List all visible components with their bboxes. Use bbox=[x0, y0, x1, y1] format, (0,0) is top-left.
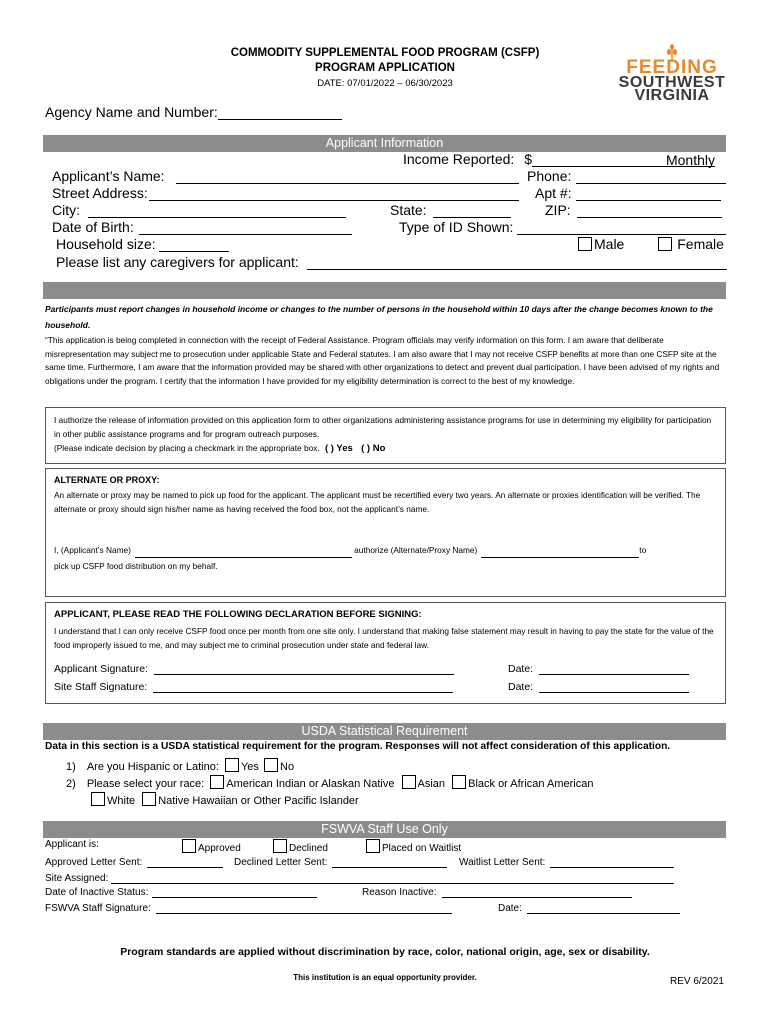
female-label: Female bbox=[677, 236, 724, 252]
approved-label: Approved bbox=[198, 843, 241, 854]
proxy-title: ALTERNATE OR PROXY: bbox=[54, 475, 160, 485]
usda-intro: Data in this section is a USDA statistical requirement for the program. Responses will not affect consideration of this application. bbox=[45, 741, 671, 752]
waitlist-letter-field bbox=[459, 856, 674, 868]
applicant-date-label: Date: bbox=[508, 663, 534, 675]
race-black-checkbox[interactable] bbox=[452, 775, 466, 789]
id-label: Type of ID Shown: bbox=[399, 219, 514, 235]
name-input[interactable] bbox=[176, 169, 519, 184]
authorize-yes[interactable]: ( ) Yes bbox=[324, 443, 353, 454]
staff-date-input[interactable] bbox=[539, 681, 689, 693]
reason-field bbox=[362, 886, 632, 898]
site-label: Site Assigned: bbox=[45, 873, 109, 884]
equal-opportunity-statement: This institution is an equal opportunity provider. bbox=[293, 973, 477, 982]
caregivers-label: Please list any caregivers for applicant: bbox=[56, 254, 299, 270]
usda-q2 bbox=[66, 775, 593, 790]
phone-field bbox=[527, 168, 726, 184]
authorize-choice bbox=[54, 442, 385, 456]
applicant-signature-input[interactable] bbox=[154, 663, 454, 675]
applicant-signature-label: Applicant Signature: bbox=[54, 663, 148, 675]
city-input[interactable] bbox=[88, 203, 346, 218]
authorize-box bbox=[45, 407, 726, 464]
proxy-alternate-label: authorize (Alternate/Proxy Name) bbox=[354, 545, 478, 555]
statement-text: “This application is being completed in connection with the receipt of Federal Assistance. Program officials may verify information on this form. I am aware that deliberate misrepresentation may subject me to prosecution under applicable State and Federal statutes. I am also aware that I may not receive CSFP benefits at more than one CSFP site at the same time. Furthermore, I am aware that the information provided may be shared with other organizations to detect and prevent dual participation. I have been advised of my rights and obligations under the program. I certify that the information I have provided for my eligibility determination is correct to the best of my knowledge. bbox=[45, 335, 720, 386]
household-label: Household size: bbox=[56, 236, 156, 252]
approved-checkbox[interactable] bbox=[182, 839, 196, 853]
agency-label: Agency Name and Number: bbox=[45, 104, 218, 120]
caregivers-input[interactable] bbox=[307, 255, 727, 270]
income-input[interactable] bbox=[532, 152, 715, 167]
statement-section-header bbox=[43, 282, 726, 299]
race-asian-checkbox[interactable] bbox=[402, 775, 416, 789]
income-label: Income Reported: bbox=[403, 151, 515, 167]
household-input[interactable] bbox=[159, 237, 229, 252]
authorize-text: I authorize the release of information provided on this application form to other organizations administering assistance programs for use in determining my eligibility for participation in other public assistance programs and for program outreach purposes. bbox=[54, 415, 712, 439]
proxy-to: to bbox=[639, 545, 647, 555]
q2-number: 2) bbox=[66, 778, 76, 790]
declined-letter-input[interactable] bbox=[332, 856, 447, 868]
form-date: DATE: 07/01/2022 – 06/30/2023 bbox=[317, 78, 453, 89]
state-label: State: bbox=[390, 202, 427, 218]
logo-feeding: FEEDING bbox=[626, 57, 718, 78]
nondiscrimination-statement: Program standards are applied without discrimination by race, color, national origin, age, sex or disability. bbox=[120, 946, 650, 958]
declaration-text: I understand that I can only receive CSFP food once per month from one site only. I understand that making false statement may result in having to pay the state for the value of the food improperly issued to me, and may subject me to criminal prosecution under state and federal law. bbox=[54, 626, 714, 650]
q1-label: Are you Hispanic or Latino: bbox=[86, 761, 219, 773]
hispanic-yes-label: Yes bbox=[240, 761, 259, 773]
street-input[interactable] bbox=[149, 186, 519, 201]
notice-text: Participants must report changes in household income or changes to the number of persons in the household within 10 days after the change becomes known to the household. bbox=[45, 304, 713, 330]
state-field bbox=[390, 202, 511, 218]
q2-label: Please select your race: bbox=[86, 778, 205, 790]
logo-virginia: VIRGINIA bbox=[634, 87, 710, 104]
declined-label: Declined bbox=[289, 843, 328, 854]
race-white-label: White bbox=[107, 795, 136, 807]
staff-date-field bbox=[508, 681, 689, 693]
proxy-line bbox=[54, 544, 646, 558]
staff-signature-field bbox=[54, 681, 453, 693]
fswva-date-field bbox=[498, 902, 680, 914]
applicant-date-field bbox=[508, 663, 689, 675]
zip-label: ZIP: bbox=[545, 202, 571, 218]
street-label: Street Address: bbox=[52, 185, 148, 201]
declaration-box bbox=[45, 602, 726, 704]
dob-field bbox=[52, 219, 352, 235]
revision-label: REV 6/2021 bbox=[670, 976, 724, 987]
waitlist-letter-label: Waitlist Letter Sent: bbox=[459, 857, 546, 868]
waitlist-checkbox[interactable] bbox=[366, 839, 380, 853]
declined-checkbox[interactable] bbox=[273, 839, 287, 853]
phone-label: Phone: bbox=[527, 168, 572, 184]
zip-input[interactable] bbox=[577, 203, 722, 218]
fswva-signature-field bbox=[45, 902, 452, 914]
usda-q1 bbox=[66, 758, 294, 773]
male-checkbox[interactable] bbox=[578, 237, 592, 251]
city-label: City: bbox=[52, 202, 80, 218]
apt-label: Apt #: bbox=[535, 185, 572, 201]
reason-label: Reason Inactive: bbox=[362, 887, 437, 898]
income-period: Monthly bbox=[665, 152, 715, 168]
hispanic-yes-checkbox[interactable] bbox=[225, 758, 239, 772]
male-label: Male bbox=[594, 236, 625, 252]
gender-options bbox=[578, 236, 724, 252]
proxy-alternate-input[interactable] bbox=[481, 548, 639, 558]
waitlist-label: Placed on Waitlist bbox=[382, 843, 462, 854]
staff-date-label: Date: bbox=[508, 681, 534, 693]
declaration-title: APPLICANT, PLEASE READ THE FOLLOWING DECLARATION BEFORE SIGNING: bbox=[54, 609, 422, 620]
race-white-checkbox[interactable] bbox=[91, 792, 105, 806]
applicant-signature-field bbox=[54, 663, 454, 675]
apt-field bbox=[535, 185, 721, 201]
id-field bbox=[399, 219, 726, 235]
race-asian-label: Asian bbox=[417, 778, 446, 790]
staff-signature-input[interactable] bbox=[153, 681, 453, 693]
form-subtitle: PROGRAM APPLICATION bbox=[315, 62, 455, 74]
waitlist-letter-input[interactable] bbox=[550, 856, 674, 868]
declined-option bbox=[273, 839, 328, 854]
reason-input[interactable] bbox=[442, 886, 632, 898]
declined-letter-field bbox=[234, 856, 447, 868]
staff-section-header: FSWVA Staff Use Only bbox=[43, 821, 726, 838]
form-header bbox=[140, 46, 630, 91]
logo bbox=[612, 44, 732, 104]
applicant-section-header: Applicant Information bbox=[43, 135, 726, 152]
proxy-applicant-label: I, (Applicant’s Name) bbox=[54, 545, 131, 555]
name-field bbox=[52, 168, 519, 184]
site-field bbox=[45, 872, 674, 884]
race-black-label: Black or African American bbox=[468, 778, 594, 790]
inactive-date-label: Date of Inactive Status: bbox=[45, 887, 149, 898]
name-label: Applicant’s Name: bbox=[52, 168, 165, 184]
staff-signature-label: Site Staff Signature: bbox=[54, 681, 148, 693]
approved-letter-field bbox=[45, 856, 223, 868]
approved-option bbox=[182, 839, 241, 854]
agency-field bbox=[45, 104, 342, 120]
dob-label: Date of Birth: bbox=[52, 219, 134, 235]
id-input[interactable] bbox=[517, 220, 726, 235]
income-field bbox=[403, 151, 715, 167]
logo-southwest: SOUTHWEST bbox=[618, 74, 726, 91]
inactive-date-field bbox=[45, 886, 317, 898]
phone-input[interactable] bbox=[576, 169, 726, 184]
approved-letter-input[interactable] bbox=[147, 856, 223, 868]
fswva-signature-label: FSWVA Staff Signature: bbox=[45, 903, 151, 914]
race-american-indian-checkbox[interactable] bbox=[210, 775, 224, 789]
state-input[interactable] bbox=[433, 203, 511, 218]
agency-input[interactable] bbox=[218, 105, 342, 120]
form-title: COMMODITY SUPPLEMENTAL FOOD PROGRAM (CSFP) bbox=[230, 47, 540, 59]
city-field bbox=[52, 202, 346, 218]
usda-q2-line2 bbox=[91, 792, 359, 807]
applicant-date-input[interactable] bbox=[539, 663, 689, 675]
dob-input[interactable] bbox=[139, 220, 352, 235]
hispanic-no-checkbox[interactable] bbox=[264, 758, 278, 772]
waitlist-option bbox=[366, 839, 461, 854]
race-hawaiian-label: Native Hawaiian or Other Pacific Islander bbox=[158, 795, 359, 807]
street-field bbox=[52, 185, 519, 201]
household-field bbox=[56, 236, 229, 252]
applicant-status-label: Applicant is: bbox=[45, 839, 99, 850]
race-american-indian-label: American Indian or Alaskan Native bbox=[226, 778, 395, 790]
hispanic-no-label: No bbox=[280, 761, 295, 773]
female-checkbox[interactable] bbox=[658, 237, 672, 251]
fswva-date-label: Date: bbox=[498, 903, 522, 914]
proxy-box bbox=[45, 468, 726, 597]
declined-letter-label: Declined Letter Sent: bbox=[234, 857, 328, 868]
fswva-signature-input[interactable] bbox=[156, 902, 452, 914]
approved-letter-label: Approved Letter Sent: bbox=[45, 857, 143, 868]
proxy-applicant-input[interactable] bbox=[135, 548, 352, 558]
authorize-instruction: (Please indicate decision by placing a checkmark in the appropriate box. bbox=[54, 443, 320, 453]
zip-field bbox=[545, 202, 722, 218]
usda-section-header: USDA Statistical Requirement bbox=[43, 723, 726, 740]
authorize-no[interactable]: ( ) No bbox=[361, 443, 386, 454]
race-hawaiian-checkbox[interactable] bbox=[142, 792, 156, 806]
site-input[interactable] bbox=[111, 872, 674, 884]
proxy-line2: pick up CSFP food distribution on my behalf. bbox=[54, 561, 218, 571]
proxy-text: An alternate or proxy may be named to pick up food for the applicant. The applicant must be recertified every two years. An alternate or proxies identification will be verified. The alternate or proxy should sign his/her name as having received the food box, not the applicant’s name. bbox=[54, 490, 701, 514]
income-prefix: $ bbox=[524, 151, 532, 167]
q1-number: 1) bbox=[66, 761, 76, 773]
inactive-date-input[interactable] bbox=[152, 886, 317, 898]
fswva-date-input[interactable] bbox=[527, 902, 680, 914]
apt-input[interactable] bbox=[576, 186, 721, 201]
caregivers-field bbox=[56, 254, 727, 270]
